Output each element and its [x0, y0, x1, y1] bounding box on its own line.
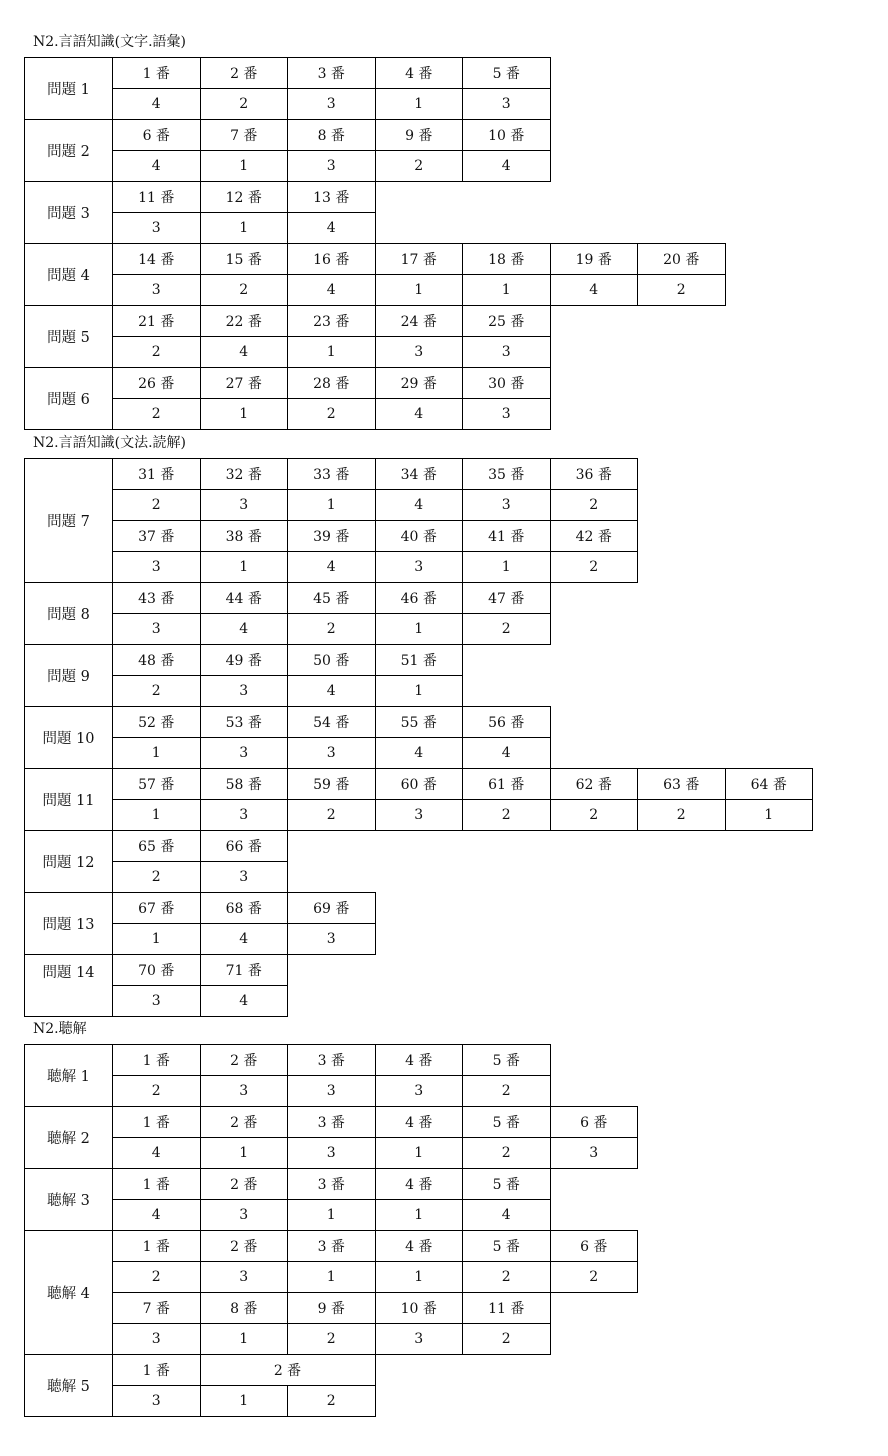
question-number-cell: 2 番 — [200, 1168, 289, 1200]
question-number-cell: 1 番 — [112, 1044, 201, 1076]
question-number-cell: 71 番 — [200, 954, 289, 986]
question-number-cell: 53 番 — [200, 706, 289, 738]
question-number-cell: 6 番 — [112, 119, 201, 151]
question-number-cell: 22 番 — [200, 305, 289, 337]
group-label: 問題 7 — [24, 458, 113, 583]
group-label: 問題 6 — [24, 367, 113, 430]
answer-cell: 2 — [112, 1261, 201, 1293]
answer-cell: 4 — [462, 737, 551, 769]
answer-cell: 2 — [462, 1323, 551, 1355]
question-number-cell: 7 番 — [200, 119, 289, 151]
answer-cell: 2 — [550, 551, 639, 583]
answer-cell: 4 — [462, 1199, 551, 1231]
question-number-cell: 1 番 — [112, 1168, 201, 1200]
question-number-cell: 6 番 — [550, 1106, 639, 1138]
answer-cell: 3 — [112, 985, 201, 1017]
answer-cell: 1 — [375, 274, 464, 306]
question-number-cell: 68 番 — [200, 892, 289, 924]
answer-cell: 2 — [287, 1385, 376, 1417]
answer-cell: 2 — [112, 398, 201, 430]
answer-cell: 3 — [112, 1385, 201, 1417]
question-number-cell: 57 番 — [112, 768, 201, 800]
answer-cell: 4 — [200, 336, 289, 368]
question-number-cell: 60 番 — [375, 768, 464, 800]
answer-cell: 4 — [287, 212, 376, 244]
question-number-cell: 39 番 — [287, 520, 376, 552]
answer-cell: 4 — [112, 88, 201, 120]
question-number-cell: 63 番 — [637, 768, 726, 800]
question-number-cell: 29 番 — [375, 367, 464, 399]
question-number-cell: 11 番 — [112, 181, 201, 213]
answer-cell: 1 — [375, 1199, 464, 1231]
answer-cell: 1 — [200, 1385, 289, 1417]
answer-cell: 2 — [637, 274, 726, 306]
question-number-cell: 41 番 — [462, 520, 551, 552]
answer-cell: 2 — [112, 861, 201, 893]
answer-cell: 1 — [287, 1261, 376, 1293]
answer-cell: 1 — [375, 1137, 464, 1169]
answer-cell: 3 — [287, 737, 376, 769]
answer-cell: 2 — [550, 489, 639, 521]
question-number-cell: 4 番 — [375, 1106, 464, 1138]
answer-cell: 1 — [725, 799, 814, 831]
question-number-cell: 67 番 — [112, 892, 201, 924]
group-label: 問題 10 — [24, 706, 113, 769]
question-number-cell: 25 番 — [462, 305, 551, 337]
answer-cell: 3 — [462, 489, 551, 521]
question-number-cell: 7 番 — [112, 1292, 201, 1324]
answer-cell: 3 — [462, 336, 551, 368]
question-number-cell: 11 番 — [462, 1292, 551, 1324]
question-number-cell: 17 番 — [375, 243, 464, 275]
group-label: 問題 14 — [24, 954, 113, 1017]
section-title: N2.言語知識(文字.語彙) — [33, 34, 186, 50]
question-number-cell: 40 番 — [375, 520, 464, 552]
answer-cell: 3 — [200, 1199, 289, 1231]
answer-cell: 4 — [287, 274, 376, 306]
question-number-cell: 10 番 — [462, 119, 551, 151]
question-number-cell: 5 番 — [462, 1106, 551, 1138]
section-title: N2.言語知識(文法.読解) — [33, 435, 186, 451]
question-number-cell: 64 番 — [725, 768, 814, 800]
answer-cell: 3 — [200, 737, 289, 769]
group-label: 問題 5 — [24, 305, 113, 368]
question-number-cell: 4 番 — [375, 57, 464, 89]
question-number-cell: 59 番 — [287, 768, 376, 800]
question-number-cell: 1 番 — [112, 1354, 201, 1386]
answer-cell: 2 — [462, 1137, 551, 1169]
group-label: 問題 3 — [24, 181, 113, 244]
question-number-cell: 52 番 — [112, 706, 201, 738]
answer-cell: 1 — [112, 737, 201, 769]
question-number-cell: 3 番 — [287, 1230, 376, 1262]
group-label: 問題 8 — [24, 582, 113, 645]
answer-cell: 3 — [287, 1137, 376, 1169]
answer-cell: 1 — [287, 1199, 376, 1231]
question-number-cell: 2 番 — [200, 1044, 289, 1076]
question-number-cell: 18 番 — [462, 243, 551, 275]
answer-cell: 2 — [112, 675, 201, 707]
answer-cell: 4 — [375, 489, 464, 521]
question-number-cell: 6 番 — [550, 1230, 639, 1262]
answer-cell: 3 — [200, 799, 289, 831]
question-number-cell: 13 番 — [287, 181, 376, 213]
answer-cell: 3 — [112, 212, 201, 244]
question-number-cell: 5 番 — [462, 1044, 551, 1076]
answer-cell: 3 — [375, 336, 464, 368]
question-number-cell: 54 番 — [287, 706, 376, 738]
group-label: 聴解 5 — [24, 1354, 113, 1417]
answer-cell: 2 — [112, 336, 201, 368]
question-number-cell: 30 番 — [462, 367, 551, 399]
question-number-cell: 66 番 — [200, 830, 289, 862]
answer-cell: 1 — [112, 923, 201, 955]
question-number-cell: 1 番 — [112, 1230, 201, 1262]
answer-cell: 4 — [287, 675, 376, 707]
question-number-cell: 2 番 — [200, 1230, 289, 1262]
question-number-cell: 9 番 — [375, 119, 464, 151]
question-number-cell: 21 番 — [112, 305, 201, 337]
question-number-cell: 3 番 — [287, 57, 376, 89]
question-number-cell: 2 番 — [200, 57, 289, 89]
answer-cell: 2 — [287, 613, 376, 645]
answer-cell: 3 — [200, 489, 289, 521]
answer-cell: 3 — [375, 1075, 464, 1107]
answer-cell: 1 — [112, 799, 201, 831]
answer-cell: 1 — [462, 551, 551, 583]
answer-cell: 2 — [200, 274, 289, 306]
answer-cell: 1 — [287, 489, 376, 521]
question-number-cell: 23 番 — [287, 305, 376, 337]
answer-cell: 2 — [287, 1323, 376, 1355]
question-number-cell: 3 番 — [287, 1168, 376, 1200]
answer-cell: 2 — [462, 613, 551, 645]
answer-cell: 3 — [287, 923, 376, 955]
answer-cell: 4 — [375, 398, 464, 430]
question-number-cell: 10 番 — [375, 1292, 464, 1324]
answer-cell: 4 — [112, 1199, 201, 1231]
question-number-cell: 55 番 — [375, 706, 464, 738]
question-number-cell: 36 番 — [550, 458, 639, 490]
question-number-cell: 24 番 — [375, 305, 464, 337]
answer-cell: 3 — [200, 1075, 289, 1107]
answer-cell: 2 — [287, 799, 376, 831]
answer-cell: 2 — [112, 489, 201, 521]
answer-cell: 2 — [462, 1261, 551, 1293]
answer-cell: 1 — [375, 1261, 464, 1293]
answer-cell: 1 — [200, 551, 289, 583]
answer-cell: 2 — [112, 1075, 201, 1107]
answer-cell: 4 — [112, 1137, 201, 1169]
answer-cell: 3 — [375, 1323, 464, 1355]
question-number-cell: 35 番 — [462, 458, 551, 490]
answer-cell: 3 — [200, 675, 289, 707]
question-number-cell: 2 番 — [200, 1354, 376, 1386]
question-number-cell: 51 番 — [375, 644, 464, 676]
answer-cell: 4 — [112, 150, 201, 182]
group-label: 問題 13 — [24, 892, 113, 955]
answer-cell: 3 — [287, 88, 376, 120]
answer-cell: 2 — [550, 799, 639, 831]
answer-cell: 3 — [200, 861, 289, 893]
answer-cell: 3 — [287, 150, 376, 182]
answer-cell: 1 — [200, 1137, 289, 1169]
answer-cell: 2 — [462, 1075, 551, 1107]
question-number-cell: 32 番 — [200, 458, 289, 490]
answer-cell: 4 — [200, 923, 289, 955]
answer-cell: 2 — [200, 88, 289, 120]
question-number-cell: 4 番 — [375, 1044, 464, 1076]
answer-cell: 1 — [375, 613, 464, 645]
question-number-cell: 49 番 — [200, 644, 289, 676]
question-number-cell: 16 番 — [287, 243, 376, 275]
question-number-cell: 48 番 — [112, 644, 201, 676]
group-label: 問題 9 — [24, 644, 113, 707]
answer-cell: 2 — [375, 150, 464, 182]
question-number-cell: 5 番 — [462, 1168, 551, 1200]
question-number-cell: 56 番 — [462, 706, 551, 738]
question-number-cell: 45 番 — [287, 582, 376, 614]
answer-cell: 1 — [200, 398, 289, 430]
answer-cell: 3 — [550, 1137, 639, 1169]
question-number-cell: 26 番 — [112, 367, 201, 399]
question-number-cell: 3 番 — [287, 1106, 376, 1138]
group-label: 問題 1 — [24, 57, 113, 120]
question-number-cell: 15 番 — [200, 243, 289, 275]
answer-cell: 1 — [375, 88, 464, 120]
question-number-cell: 5 番 — [462, 57, 551, 89]
answer-cell: 1 — [200, 212, 289, 244]
group-label: 問題 4 — [24, 243, 113, 306]
answer-cell: 3 — [112, 551, 201, 583]
answer-cell: 1 — [287, 336, 376, 368]
answer-cell: 3 — [462, 398, 551, 430]
answer-cell: 3 — [462, 88, 551, 120]
question-number-cell: 20 番 — [637, 243, 726, 275]
question-number-cell: 12 番 — [200, 181, 289, 213]
question-number-cell: 33 番 — [287, 458, 376, 490]
question-number-cell: 1 番 — [112, 57, 201, 89]
answer-cell: 4 — [550, 274, 639, 306]
group-label: 問題 11 — [24, 768, 113, 831]
question-number-cell: 2 番 — [200, 1106, 289, 1138]
answer-cell: 1 — [462, 274, 551, 306]
answer-cell: 3 — [112, 613, 201, 645]
answer-cell: 2 — [287, 398, 376, 430]
question-number-cell: 43 番 — [112, 582, 201, 614]
answer-cell: 2 — [550, 1261, 639, 1293]
question-number-cell: 38 番 — [200, 520, 289, 552]
answer-cell: 3 — [287, 1075, 376, 1107]
question-number-cell: 31 番 — [112, 458, 201, 490]
answer-cell: 4 — [462, 150, 551, 182]
question-number-cell: 69 番 — [287, 892, 376, 924]
answer-cell: 4 — [200, 985, 289, 1017]
answer-cell: 3 — [112, 1323, 201, 1355]
question-number-cell: 44 番 — [200, 582, 289, 614]
question-number-cell: 14 番 — [112, 243, 201, 275]
question-number-cell: 1 番 — [112, 1106, 201, 1138]
section-title: N2.聴解 — [33, 1021, 87, 1037]
question-number-cell: 8 番 — [200, 1292, 289, 1324]
question-number-cell: 34 番 — [375, 458, 464, 490]
question-number-cell: 46 番 — [375, 582, 464, 614]
question-number-cell: 9 番 — [287, 1292, 376, 1324]
question-number-cell: 27 番 — [200, 367, 289, 399]
question-number-cell: 19 番 — [550, 243, 639, 275]
question-number-cell: 4 番 — [375, 1168, 464, 1200]
group-label: 問題 2 — [24, 119, 113, 182]
question-number-cell: 62 番 — [550, 768, 639, 800]
group-label: 問題 12 — [24, 830, 113, 893]
question-number-cell: 47 番 — [462, 582, 551, 614]
answer-cell: 3 — [112, 274, 201, 306]
answer-cell: 4 — [287, 551, 376, 583]
question-number-cell: 3 番 — [287, 1044, 376, 1076]
group-label: 聴解 3 — [24, 1168, 113, 1231]
question-number-cell: 37 番 — [112, 520, 201, 552]
question-number-cell: 28 番 — [287, 367, 376, 399]
question-number-cell: 58 番 — [200, 768, 289, 800]
answer-cell: 4 — [375, 737, 464, 769]
question-number-cell: 42 番 — [550, 520, 639, 552]
answer-cell: 1 — [375, 675, 464, 707]
group-label: 聴解 4 — [24, 1230, 113, 1355]
answer-cell: 3 — [375, 799, 464, 831]
answer-cell: 2 — [637, 799, 726, 831]
answer-cell: 1 — [200, 150, 289, 182]
question-number-cell: 70 番 — [112, 954, 201, 986]
question-number-cell: 65 番 — [112, 830, 201, 862]
question-number-cell: 61 番 — [462, 768, 551, 800]
answer-cell: 4 — [200, 613, 289, 645]
question-number-cell: 4 番 — [375, 1230, 464, 1262]
answer-cell: 3 — [375, 551, 464, 583]
answer-cell: 1 — [200, 1323, 289, 1355]
group-label: 聴解 2 — [24, 1106, 113, 1169]
group-label: 聴解 1 — [24, 1044, 113, 1107]
answer-cell: 2 — [462, 799, 551, 831]
question-number-cell: 5 番 — [462, 1230, 551, 1262]
question-number-cell: 8 番 — [287, 119, 376, 151]
answer-cell: 3 — [200, 1261, 289, 1293]
question-number-cell: 50 番 — [287, 644, 376, 676]
